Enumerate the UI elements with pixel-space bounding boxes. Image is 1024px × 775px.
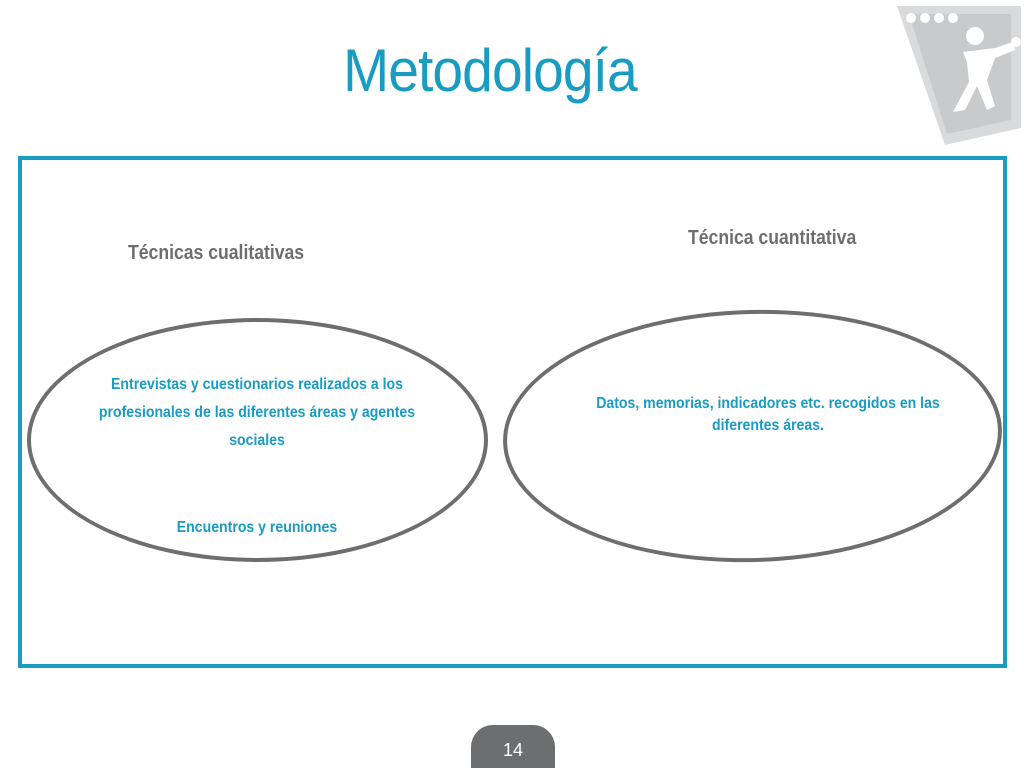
qualitative-item-meetings: Encuentros y reuniones <box>176 519 338 536</box>
quantitative-item-data: Datos, memorias, indicadores etc. recogidos en las diferentes áreas. <box>596 395 940 434</box>
quantitative-heading: Técnica cuantitativa <box>688 227 857 249</box>
page-number: 14 <box>471 725 555 768</box>
slide-title: Metodología <box>343 37 637 104</box>
qualitative-heading: Técnicas cualitativas <box>128 242 305 264</box>
bowling-player-logo <box>895 2 1023 148</box>
qualitative-item-interviews: Entrevistas y cuestionarios realizados a los profesionales de las diferentes áreas y agentes sociales <box>98 376 416 449</box>
